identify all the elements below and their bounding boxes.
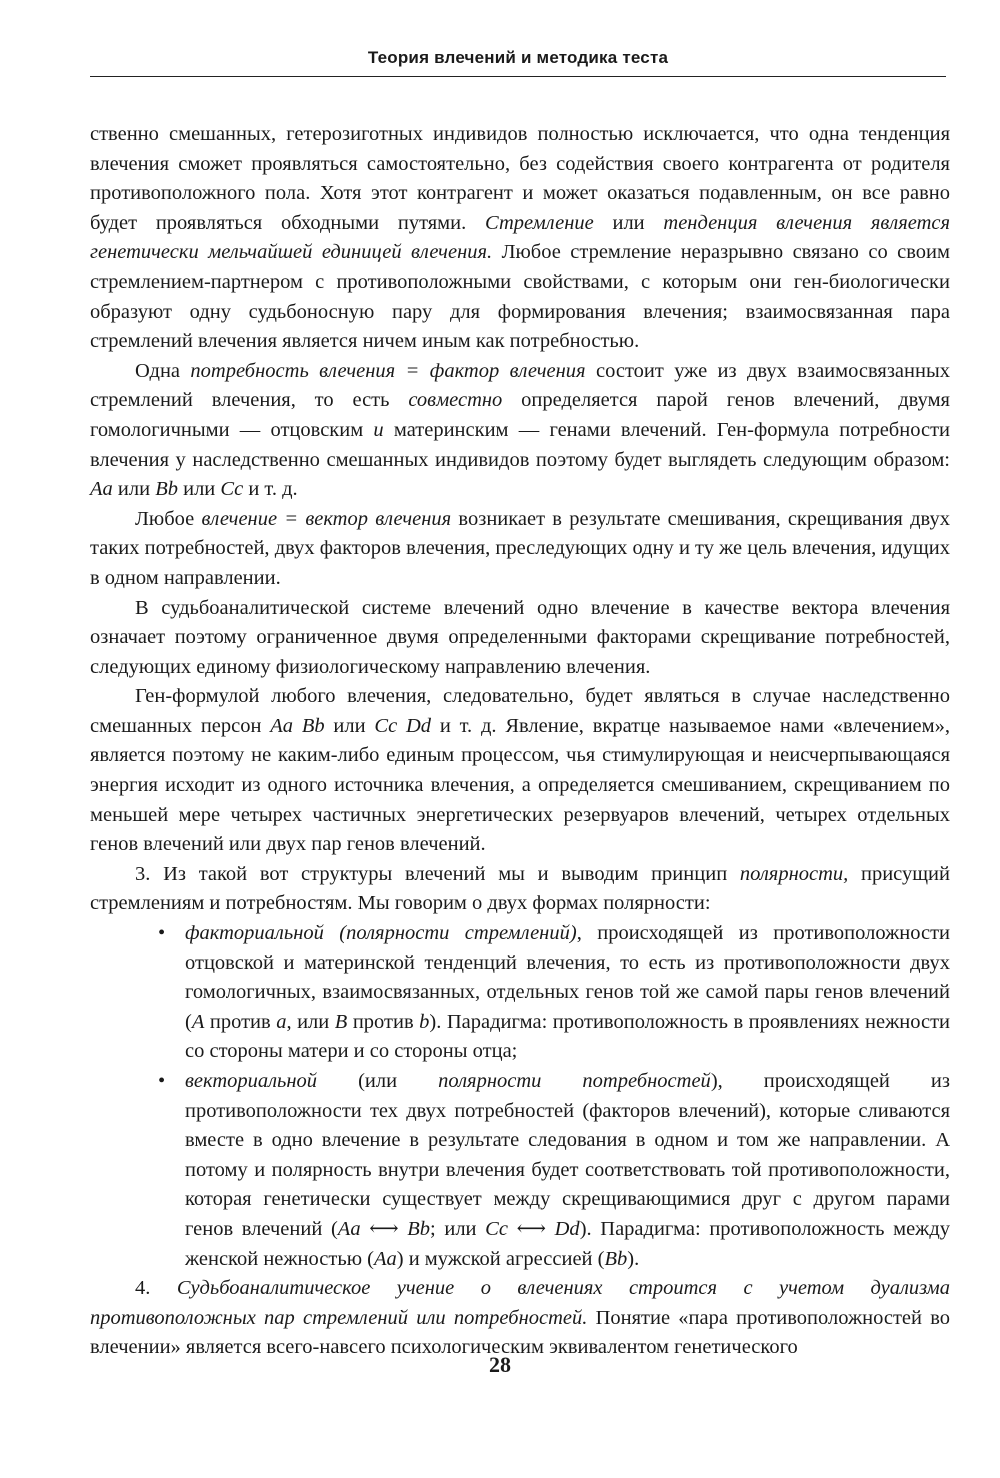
italic-segment: Cc: [220, 478, 244, 501]
italic-segment: совместно: [408, 389, 503, 412]
paragraph-drive-vector: [90, 505, 950, 594]
italic-segment: A: [191, 1010, 205, 1033]
italic-segment: Aa: [337, 1217, 361, 1240]
paragraph-gene-formula: [90, 682, 950, 860]
paragraph-continuation: [90, 120, 950, 357]
paragraph-dualism: [90, 1274, 950, 1363]
italic-segment: b: [419, 1010, 430, 1033]
text-segment: и т. д. Явление, вкратце называемое нами «влечением», является поэтому не каким-либо единым процессом, чья стимулирующая и неисчерпывающаяся энергия исходит из одного источника влечения, а определяется смешиванием, скрещиванием по меньшей мере четырех частичных энергетических резервуаров влечений, четырех отдельных генов влечений или двух пар генов влечений.: [90, 714, 951, 856]
italic-segment: Dd: [554, 1217, 580, 1240]
text-segment: Одна: [135, 359, 191, 382]
italic-segment: полярности,: [739, 862, 849, 885]
page-number: 28: [489, 1352, 511, 1377]
italic-segment: Cc: [485, 1217, 508, 1240]
polarity-list: [90, 919, 950, 1274]
text-segment: ). Парадигма: противоположность между женской нежностью (: [185, 1217, 951, 1270]
body-text: [90, 120, 950, 1363]
text-segment: ). Парадигма: противоположность в проявлениях нежности со стороны матери и со стороны отца;: [185, 1010, 951, 1063]
italic-segment: и: [373, 418, 384, 441]
text-segment: возникает в результате смешивания, скрещивания двух таких потребностей, двух факторов влечения, преследующих одну и ту же цель влечения, идущих в одном направлении.: [90, 507, 950, 589]
text-segment: или: [177, 478, 221, 501]
bullet-icon: •: [158, 922, 166, 945]
italic-segment: векториальной: [185, 1070, 318, 1092]
text-segment: , происходящей из противоположности отцовской и материнской тенденций влечения, то есть из противоположности двух гомологичных, взаимосвязанных, отдельных генов той же самой пары генов влечений (: [185, 922, 951, 1033]
text-segment: против: [204, 1010, 277, 1033]
italic-segment: факториальной (полярности стремлений): [185, 922, 577, 945]
text-segment: 3. Из такой вот структуры влечений мы и выводим принцип: [135, 862, 740, 885]
text-segment: ственно смешанных, гетерозиготных индивидов полностью исключается, что одна тенденция влечения сможет проявляться самостоятельно, без содействия своего контрагента от родителя противоположного пола. Хотя этот контрагент и может оказаться подавленным, он все равно будет проявляться обходными путями.: [90, 123, 950, 234]
paragraph-polarity-intro: [90, 860, 950, 919]
text-segment: определяется парой генов влечений, двумя гомологичными — отцовским: [90, 389, 950, 441]
italic-segment: Bb: [604, 1247, 628, 1270]
italic-segment: Aa: [90, 478, 113, 501]
italic-segment: Aa: [373, 1247, 397, 1270]
text-segment: ).: [627, 1247, 640, 1270]
text-segment: против: [347, 1010, 420, 1033]
italic-segment: влечение = вектор влечения: [201, 507, 452, 530]
text-segment: или: [593, 211, 664, 234]
text-segment: или: [324, 714, 375, 737]
italic-segment: Bb: [407, 1217, 431, 1240]
text-segment: состоит уже из двух взаимосвязанных стремлений влечения, то есть: [90, 359, 950, 412]
list-item-factorial-polarity: [158, 919, 951, 1067]
italic-segment: Cc Dd: [374, 714, 432, 737]
text-segment: или: [112, 478, 156, 501]
list-item-text: [185, 1070, 950, 1270]
italic-segment: Aa Bb: [270, 714, 325, 737]
text-segment: 4.: [135, 1277, 177, 1300]
text-segment: ), происходящей из противоположности тех двух потребностей (факторов влечений), которые сливаются вместе в одно влечение в результате следования в одном и том же направлении. А потому и полярность внутри влечения будет соответствовать той противоположности, которая генетически существует между скрещивающимися друг с другом парами генов влечений (: [185, 1070, 951, 1240]
text-segment: (или: [317, 1070, 439, 1092]
italic-segment: a: [276, 1010, 287, 1033]
list-item-text: [185, 922, 950, 1062]
list-item-vectorial-polarity: [158, 1067, 951, 1274]
header-rule: [90, 76, 946, 77]
paragraph-need-factor: [90, 357, 950, 505]
text-segment: Любое стремление неразрывно связано со своим стремлением-партнером с противоположными свойствами, с которым они ген-биологически образуют одну судьбоносную пару для формирования влечения; взаимосвязанная пара стремлений влечения является ничем иным как потребностью.: [90, 241, 950, 353]
italic-segment: Bb: [155, 478, 178, 501]
running-head: Теория влечений и методика теста: [367, 48, 669, 67]
italic-segment: потребность влечения = фактор влечения: [190, 359, 586, 382]
text-segment: ⟷: [507, 1217, 555, 1240]
italic-segment: тенденция влечения является генетически мельчайшей единицей влечения.: [90, 211, 951, 264]
italic-segment: B: [334, 1010, 348, 1033]
bullet-icon: •: [158, 1070, 166, 1092]
text-segment: материнским — генами влечений. Ген-формула потребности влечения у наследственно смешанных индивидов поэтому будет выглядеть следующим образом:: [90, 418, 950, 471]
text-segment: ; или: [430, 1217, 486, 1240]
text-segment: В судьбоаналитической системе влечений одно влечение в качестве вектора влечения означает поэтому ограниченное двумя определенными факторами скрещивание потребностей, следующих единому физиологическому направлению влечения.: [90, 596, 950, 678]
text-segment: Понятие «пара противоположностей во влечении» является всего-навсего психологическим эквивалентом генетического: [90, 1306, 950, 1359]
text-segment: ⟷: [360, 1217, 408, 1240]
paragraph-fate-analytic-system: [90, 594, 950, 683]
text-segment: Любое: [135, 507, 202, 530]
italic-segment: Стремление: [484, 211, 594, 234]
text-segment: присущий стремлениям и потребностям. Мы говорим о двух формах полярности:: [90, 862, 950, 915]
text-segment: ) и мужской агрессией (: [396, 1247, 605, 1270]
text-segment: и т. д.: [243, 478, 298, 501]
text-segment: , или: [286, 1010, 335, 1033]
italic-segment: полярности потребностей: [438, 1070, 711, 1092]
italic-segment: Судьбоаналитическое учение о влечениях строится с учетом дуализма противоположных пар стремлений или потребностей.: [90, 1277, 950, 1329]
text-segment: Ген-формулой любого влечения, следовательно, будет являться в случае наследственно смешанных персон: [90, 685, 950, 737]
